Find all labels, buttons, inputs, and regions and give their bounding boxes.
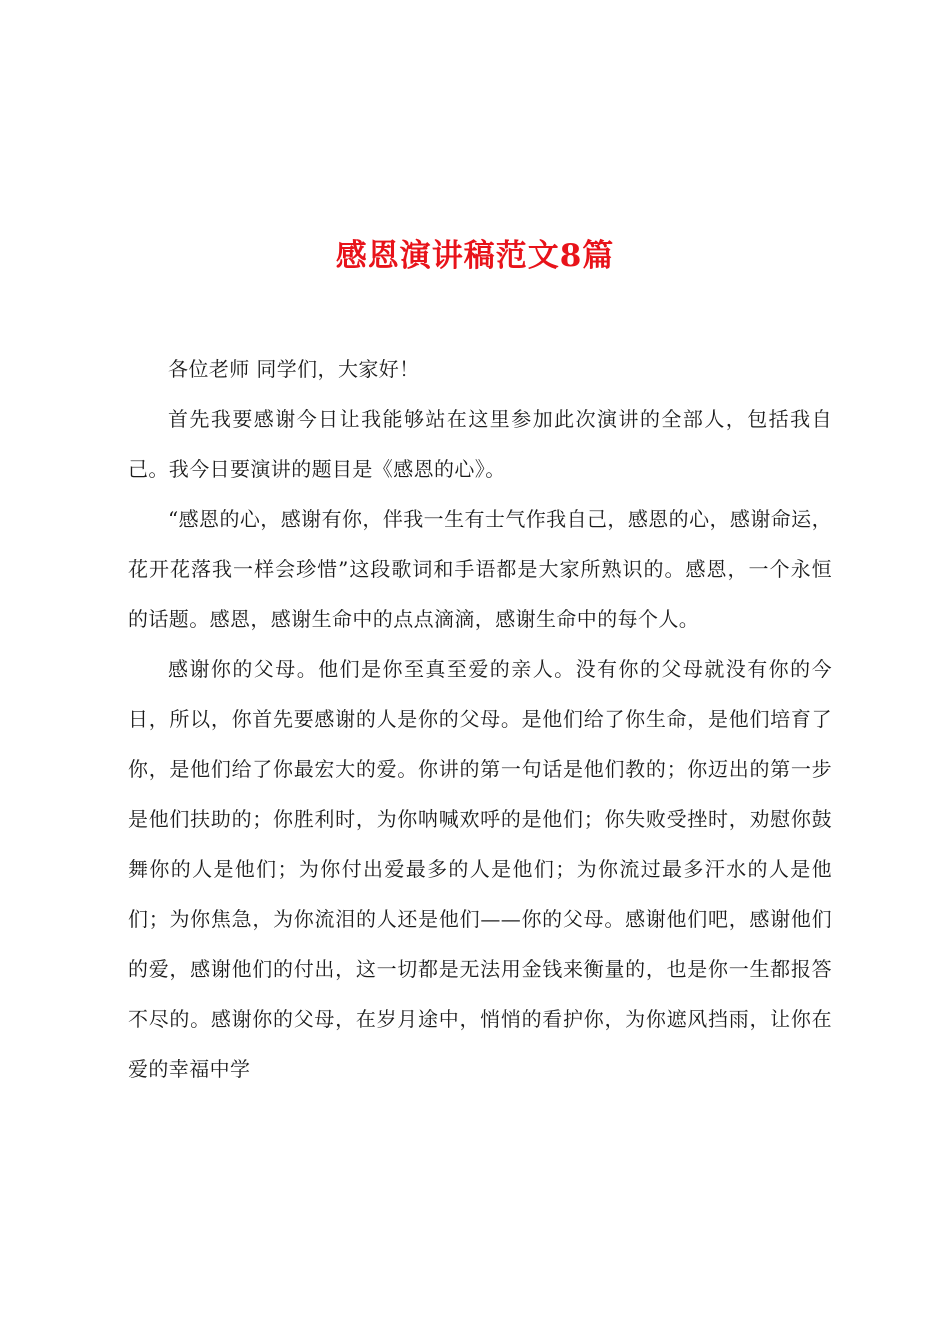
document-body <box>128 344 832 1094</box>
paragraph-lyrics: “感恩的心，感谢有你，伴我一生有士气作我自己，感恩的心，感谢命运，花开花落我一样会珍惜”这段歌词和手语都是大家所熟识的。感恩，一个永恒的话题。感恩，感谢生命中的点点滴滴，感谢生命中的每个人。 <box>128 507 832 631</box>
paragraph-intro: 首先我要感谢今日让我能够站在这里参加此次演讲的全部人，包括我自己。我今日要演讲的题目是《感恩的心》。 <box>128 407 832 481</box>
paragraph-parents: 感谢你的父母。他们是你至真至爱的亲人。没有你的父母就没有你的今日，所以，你首先要感谢的人是你的父母。是他们给了你生命，是他们培育了你，是他们给了你最宏大的爱。你讲的第一句话是他们教的；你迈出的第一步是他们扶助的；你胜利时，为你呐喊欢呼的是他们；你失败受挫时，劝慰你鼓舞你的人是他们；为你付出爱最多的人是他们；为你流过最多汗水的人是他们；为你焦急，为你流泪的人还是他们——你的父母。感谢他们吧，感谢他们的爱，感谢他们的付出，这一切都是无法用金钱来衡量的，也是你一生都报答不尽的。感谢你的父母，在岁月途中，悄悄的看护你，为你遮风挡雨，让你在爱的幸福中学 <box>128 657 832 1081</box>
document-title: 感恩演讲稿范文8篇 <box>335 237 615 274</box>
paragraph-greeting: 各位老师 同学们，大家好！ <box>168 357 420 381</box>
